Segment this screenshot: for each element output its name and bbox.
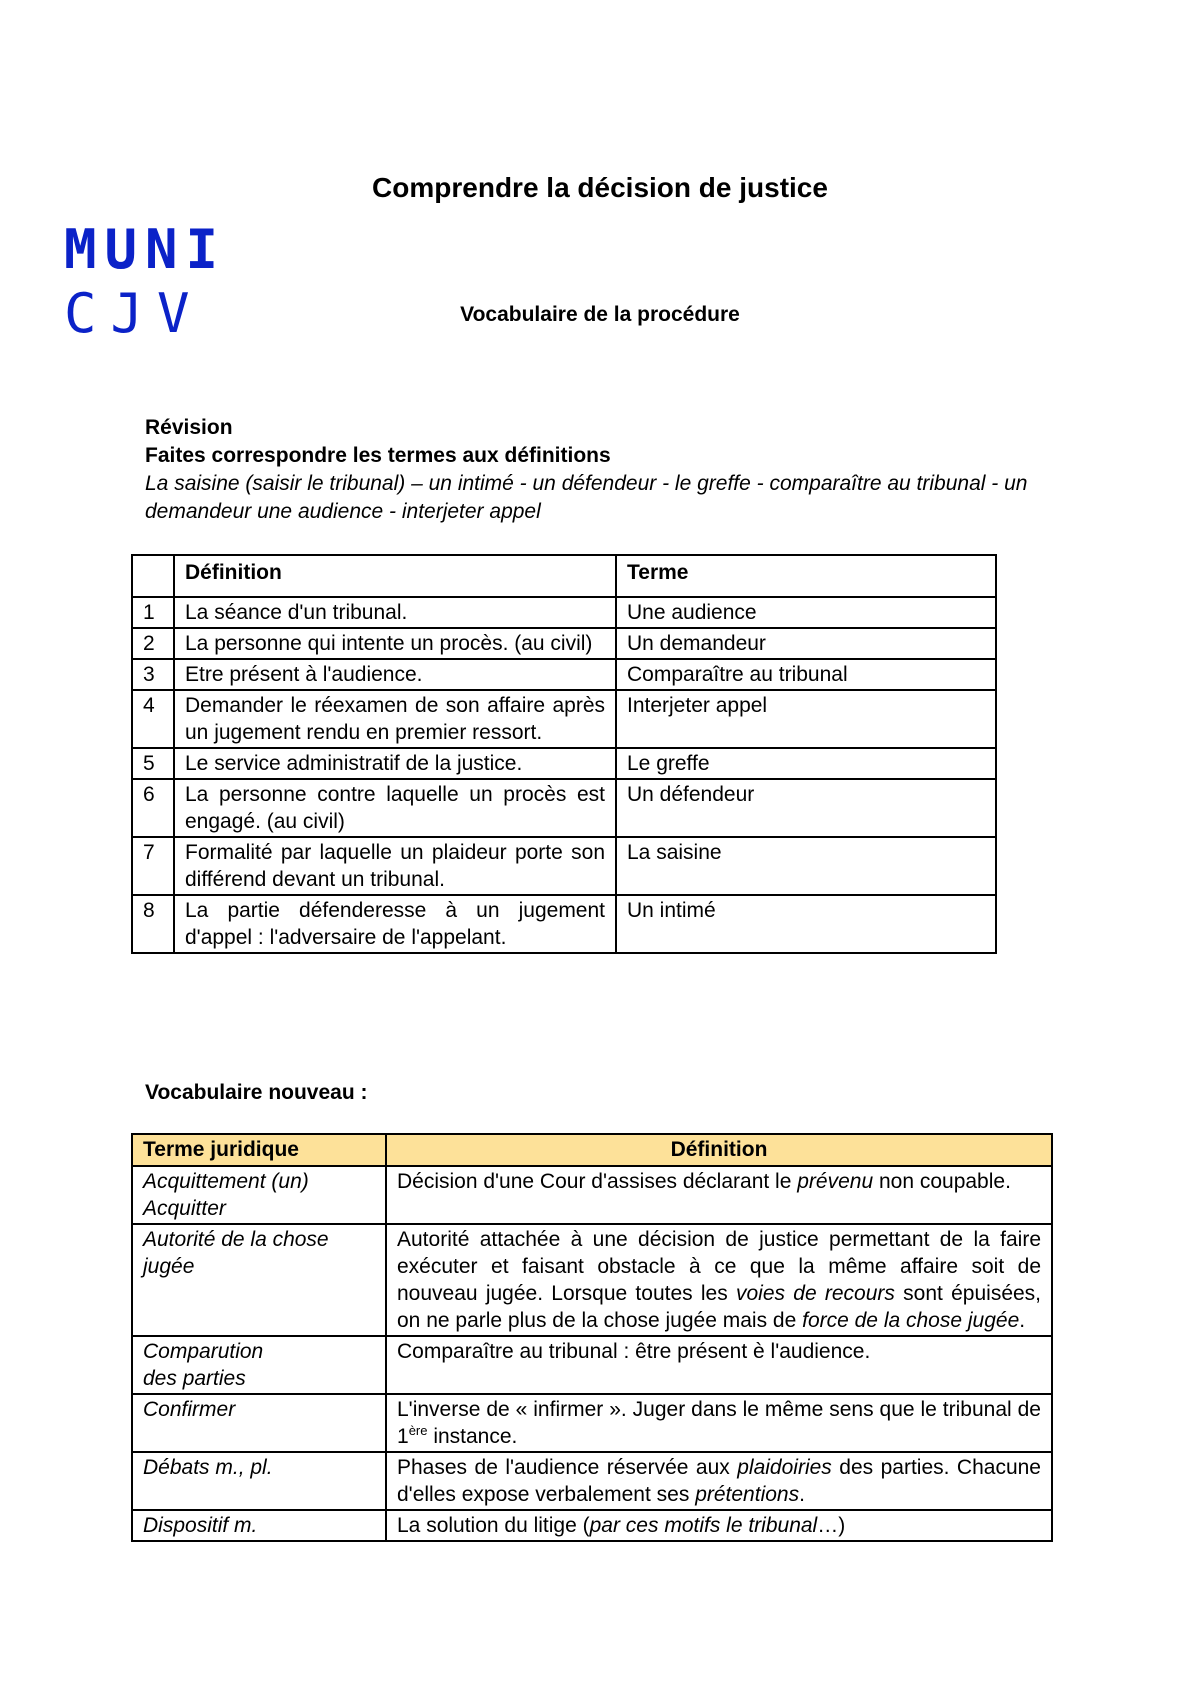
- row-definition: [386, 1452, 1052, 1510]
- row-terme: [132, 1336, 386, 1394]
- def-emphasis: prévenu: [797, 1170, 874, 1193]
- row-definition: [386, 1510, 1052, 1541]
- table-row: [132, 779, 996, 837]
- revision-instruction: Faites correspondre les termes aux définitions: [145, 444, 611, 467]
- row-num: 7: [132, 837, 174, 895]
- term-line: Acquitter: [143, 1197, 226, 1220]
- row-terme: Une audience: [616, 597, 996, 628]
- row-terme: [132, 1510, 386, 1541]
- term-line: Dispositif m.: [143, 1514, 258, 1537]
- def-text: non coupable.: [873, 1170, 1011, 1193]
- header-definition: Définition: [174, 555, 616, 597]
- table-row: [132, 1224, 1052, 1336]
- row-definition: La séance d'un tribunal.: [174, 597, 616, 628]
- header-definition: Définition: [386, 1134, 1052, 1166]
- row-terme: Le greffe: [616, 748, 996, 779]
- row-num: 8: [132, 895, 174, 953]
- row-definition: La partie défenderesse à un jugement d'appel : l'adversaire de l'appelant.: [174, 895, 616, 953]
- row-terme: [132, 1166, 386, 1224]
- table-row: [132, 837, 996, 895]
- table-row: [132, 1166, 1052, 1224]
- table-header-row: [132, 555, 996, 597]
- table-row: [132, 659, 996, 690]
- table-row: [132, 1394, 1052, 1452]
- revision-terms: La saisine (saisir le tribunal) – un intimé - un défendeur - le greffe - comparaître au tribunal - un demandeur une audience - interjeter appel: [145, 472, 1028, 523]
- row-definition: Demander le réexamen de son affaire après un jugement rendu en premier ressort.: [174, 690, 616, 748]
- def-emphasis: plaidoiries: [737, 1456, 832, 1479]
- table-row: [132, 1452, 1052, 1510]
- revision-table: [131, 554, 997, 954]
- logo-line-2: CJV: [64, 282, 204, 345]
- row-num: 2: [132, 628, 174, 659]
- def-text: …): [817, 1514, 846, 1537]
- def-text: .: [799, 1483, 805, 1506]
- table-row: [132, 748, 996, 779]
- term-line: Autorité de la chose jugée: [143, 1228, 329, 1278]
- table-row: [132, 895, 996, 953]
- row-num: 6: [132, 779, 174, 837]
- def-superscript: ère: [408, 1423, 428, 1438]
- term-line: Comparution: [143, 1340, 264, 1363]
- row-definition: La personne contre laquelle un procès est engagé. (au civil): [174, 779, 616, 837]
- row-terme: Un défendeur: [616, 779, 996, 837]
- def-emphasis: prétentions: [695, 1483, 800, 1506]
- row-terme: Comparaître au tribunal: [616, 659, 996, 690]
- header-terme: Terme: [616, 555, 996, 597]
- row-definition: [386, 1394, 1052, 1452]
- row-terme: Un demandeur: [616, 628, 996, 659]
- page-title: Comprendre la décision de justice: [372, 172, 828, 203]
- row-num: 3: [132, 659, 174, 690]
- header-terme-juridique: Terme juridique: [132, 1134, 386, 1166]
- term-line: des parties: [143, 1367, 246, 1390]
- page-subtitle: Vocabulaire de la procédure: [460, 303, 740, 326]
- def-text: Comparaître au tribunal : être présent è l'audience.: [397, 1340, 871, 1363]
- def-text: Autorité attachée à une décision de justice permettant de la faire exécuter et faisant obstacle à ce que la même affaire soit de nouveau jugée. Lorsque toutes les: [397, 1228, 1041, 1305]
- row-definition: [386, 1166, 1052, 1224]
- vocabulary-heading: Vocabulaire nouveau :: [145, 1081, 368, 1104]
- row-definition: La personne qui intente un procès. (au civil): [174, 628, 616, 659]
- row-terme: [132, 1224, 386, 1336]
- revision-section: [145, 414, 1065, 526]
- table-row: [132, 628, 996, 659]
- revision-heading: Révision: [145, 416, 233, 439]
- vocabulary-table: [131, 1133, 1053, 1542]
- table-row: [132, 1336, 1052, 1394]
- table-row: [132, 597, 996, 628]
- header-num: [132, 555, 174, 597]
- def-text: .: [1019, 1309, 1026, 1332]
- row-definition: Formalité par laquelle un plaideur porte son différend devant un tribunal.: [174, 837, 616, 895]
- row-terme: [132, 1452, 386, 1510]
- def-text: Phases de l'audience réservée aux: [397, 1456, 738, 1479]
- def-emphasis: par ces motifs le tribunal: [589, 1514, 818, 1537]
- row-definition: [386, 1224, 1052, 1336]
- term-line: Acquittement (un): [143, 1170, 309, 1193]
- def-text: Décision d'une Cour d'assises déclarant le: [397, 1170, 798, 1193]
- def-text: instance.: [427, 1425, 518, 1448]
- def-emphasis: force de la chose jugée: [802, 1309, 1020, 1332]
- logo-line-1: MUNI: [64, 218, 227, 281]
- term-line: Débats m., pl.: [143, 1456, 273, 1479]
- row-num: 1: [132, 597, 174, 628]
- def-emphasis: voies de recours: [736, 1282, 895, 1305]
- row-terme: La saisine: [616, 837, 996, 895]
- row-terme: [132, 1394, 386, 1452]
- def-text: L'inverse de « infirmer ». Juger dans le même sens que le tribunal de 1: [397, 1398, 1041, 1448]
- def-text: des parties. Chacune d'elles expose verbalement ses: [397, 1456, 1041, 1506]
- row-definition: Le service administratif de la justice.: [174, 748, 616, 779]
- def-text: La solution du litige (: [397, 1514, 590, 1537]
- term-line: Confirmer: [143, 1398, 236, 1421]
- row-terme: Interjeter appel: [616, 690, 996, 748]
- row-num: 5: [132, 748, 174, 779]
- row-terme: Un intimé: [616, 895, 996, 953]
- row-num: 4: [132, 690, 174, 748]
- row-definition: Etre présent à l'audience.: [174, 659, 616, 690]
- table-row: [132, 1510, 1052, 1541]
- def-text: sont épuisées, on ne parle plus de la chose jugée mais de: [397, 1282, 1042, 1332]
- row-definition: [386, 1336, 1052, 1394]
- table-row: [132, 690, 996, 748]
- table-header-row: [132, 1134, 1052, 1166]
